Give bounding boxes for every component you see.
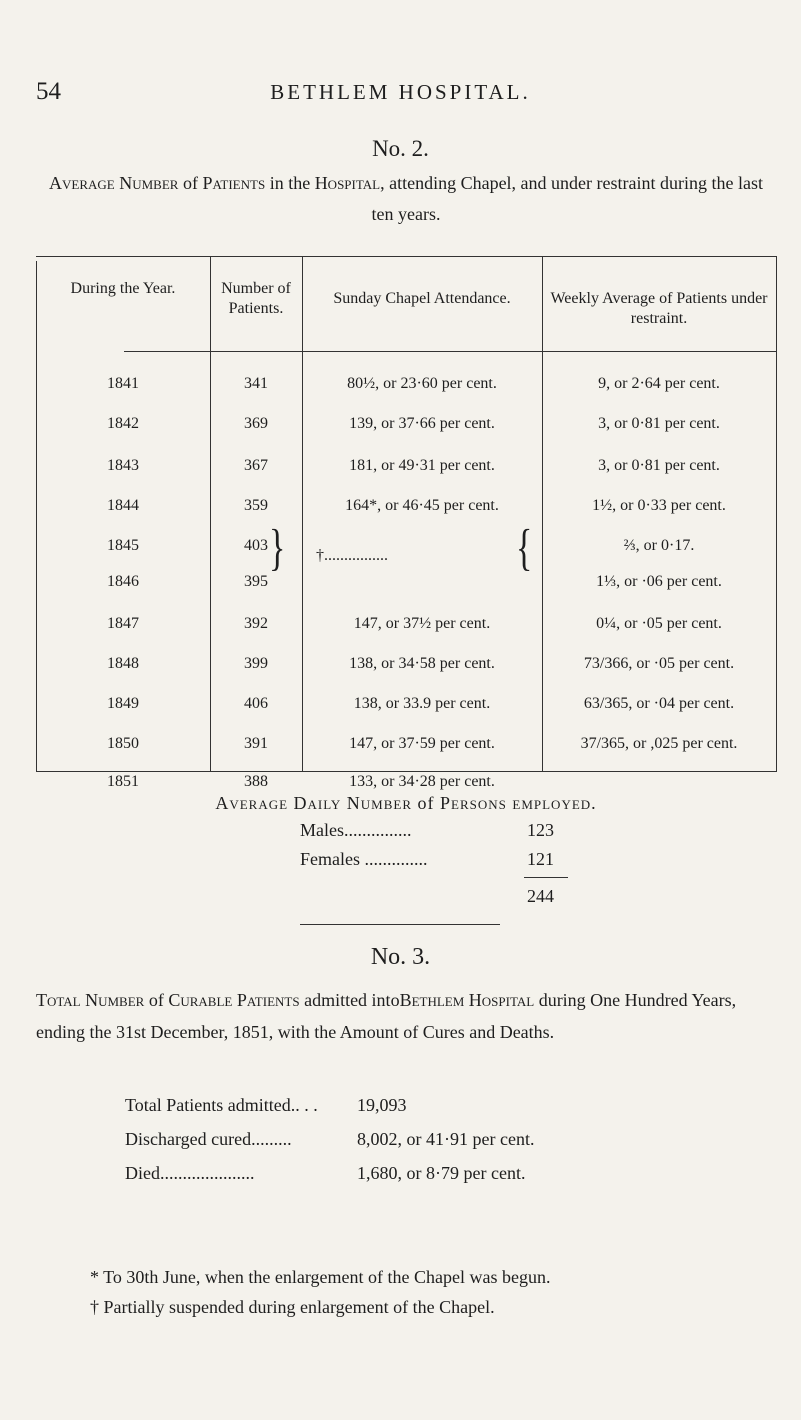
cell-chapel: 147, or 37½ per cent.	[353, 615, 491, 632]
table-row	[36, 655, 776, 685]
cell-year: 1847	[107, 615, 139, 632]
running-title: BETHLEM HOSPITAL.	[270, 80, 531, 104]
cell-year: 1846	[107, 573, 139, 590]
died-line: Died..................... 1,680, or 8·79 per cent.	[125, 1163, 526, 1183]
cell-chapel: 138, or 34·58 per cent.	[349, 655, 495, 672]
cell-chapel: 138, or 33.9 per cent.	[353, 695, 491, 712]
col-header-weekly: Weekly Average of Patients under restraint.	[550, 290, 768, 327]
section-divider	[300, 924, 500, 925]
staff-total: 244	[527, 886, 554, 906]
table3-caption: Total Number of Curable Patients admitted intoBethlem Hospital during One Hundred Years, ending the 31st December, 1851, with the Amount of Cures and Deaths.	[36, 990, 737, 1042]
cell-patients: 392	[244, 615, 268, 632]
cell-year: 1850	[107, 735, 139, 752]
page-number: 54	[36, 78, 61, 105]
cell-patients: 403	[244, 537, 268, 554]
table2-heading: No. 2.	[372, 136, 429, 161]
cell-patients: 367	[244, 457, 268, 474]
cell-year: 1841	[107, 375, 139, 392]
cell-year: 1845	[107, 537, 139, 554]
cell-weekly: 73/366, or ·05 per cent.	[583, 655, 735, 672]
cell-patients: 406	[244, 695, 268, 712]
table-row	[36, 615, 776, 645]
cell-patients: 399	[244, 655, 268, 672]
cell-weekly: 3, or 0·81 per cent.	[598, 457, 720, 474]
table3-lines	[125, 1088, 534, 1190]
patients-brace-icon: }	[269, 520, 286, 576]
cell-weekly: 1½, or 0·33 per cent.	[592, 497, 726, 514]
cell-patients: 388	[244, 773, 268, 790]
staff-heading: Average Daily Number of Persons employed.	[215, 793, 597, 813]
cell-chapel: 139, or 37·66 per cent.	[349, 415, 495, 432]
cell-weekly: 9, or 2·64 per cent.	[598, 375, 720, 392]
chapel-brace-icon: {	[516, 520, 533, 576]
table-row	[36, 537, 776, 567]
cell-chapel: 147, or 37·59 per cent.	[349, 735, 495, 752]
col-header-year: During the Year.	[70, 280, 176, 297]
cell-year: 1844	[107, 497, 139, 514]
table-row	[36, 457, 776, 487]
sum-rule	[524, 877, 568, 878]
males-value: 123	[527, 820, 554, 840]
table3-heading: No. 3.	[370, 944, 431, 970]
col-header-chapel: Sunday Chapel Attendance.	[333, 290, 511, 307]
cell-weekly: 3, or 0·81 per cent.	[598, 415, 720, 432]
females-value: 121	[527, 849, 554, 869]
cell-chapel: 181, or 49·31 per cent.	[349, 457, 495, 474]
cell-chapel: 164*, or 46·45 per cent.	[345, 497, 499, 514]
cell-chapel: 80½, or 23·60 per cent.	[347, 375, 497, 392]
chapel-suspended-note: †................	[316, 547, 388, 564]
total-admitted-line: Total Patients admitted.. . . 19,093	[125, 1095, 407, 1115]
cell-weekly: 37/365, or ,025 per cent.	[580, 735, 738, 752]
table-row	[36, 735, 776, 765]
patients-table	[36, 256, 777, 790]
discharged-cured-line: Discharged cured......... 8,002, or 41·91 per cent.	[125, 1129, 535, 1149]
table-row	[36, 497, 776, 527]
females-label: Females ..............	[300, 849, 428, 869]
footnote-asterisk: * To 30th June, when the enlargement of the Chapel was begun.	[90, 1267, 551, 1287]
header-rule	[124, 351, 776, 352]
table2-caption: Average Number of Patients in the Hospital, attending Chapel, and under restraint during the last ten years.	[49, 173, 763, 224]
cell-patients: 369	[244, 415, 268, 432]
table-row	[36, 415, 776, 445]
cell-year: 1851	[107, 773, 139, 790]
cell-patients: 359	[244, 497, 268, 514]
cell-chapel: 133, or 34·28 per cent.	[349, 773, 495, 790]
cell-patients: 391	[244, 735, 268, 752]
males-label: Males...............	[300, 820, 412, 840]
table-row	[36, 375, 776, 405]
cell-year: 1842	[107, 415, 139, 432]
cell-weekly: 0¼, or ·05 per cent.	[596, 615, 722, 632]
cell-year: 1843	[107, 457, 139, 474]
cell-year: 1848	[107, 655, 139, 672]
cell-weekly: ⅔, or 0·17.	[623, 537, 695, 554]
cell-patients: 395	[244, 573, 268, 590]
cell-weekly: 1⅓, or ·06 per cent.	[596, 573, 722, 590]
cell-patients: 341	[244, 375, 268, 392]
table-row	[36, 695, 776, 725]
cell-weekly: 63/365, or ·04 per cent.	[583, 695, 735, 712]
cell-year: 1849	[107, 695, 139, 712]
col-header-patients: Number of Patients.	[221, 280, 291, 317]
footnote-dagger: † Partially suspended during enlargement of the Chapel.	[90, 1297, 495, 1317]
table-row	[36, 573, 776, 603]
